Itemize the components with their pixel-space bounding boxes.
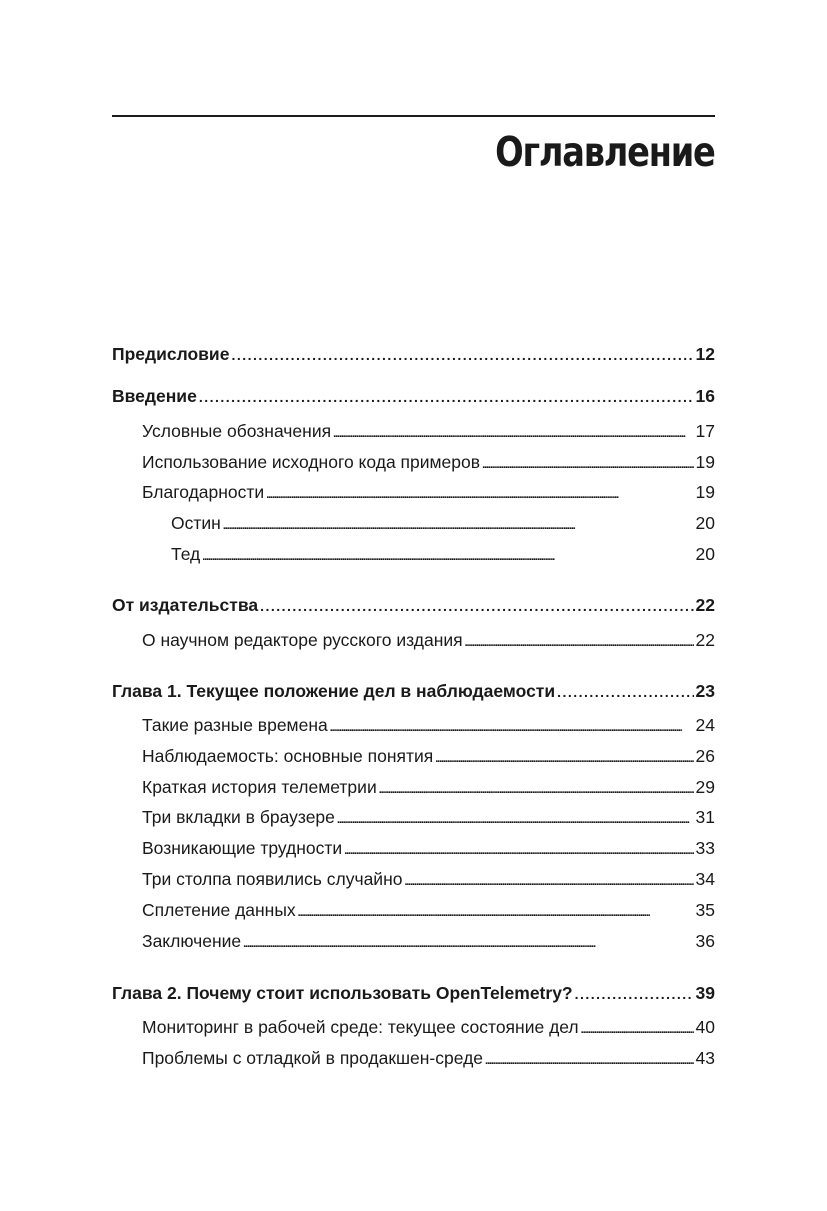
toc-entry-page: 31 [695, 807, 715, 827]
toc-leader [231, 343, 693, 366]
toc-entry[interactable] [142, 1016, 715, 1038]
toc-leader [404, 868, 693, 893]
toc-entry[interactable] [142, 776, 715, 798]
toc-leader [298, 899, 694, 924]
toc-entry-page: 34 [695, 869, 715, 889]
toc-leader [223, 512, 694, 537]
title-rule [112, 115, 715, 117]
toc-entry-page: 22 [695, 595, 715, 615]
toc-leader [202, 543, 693, 568]
toc-leader [581, 1016, 694, 1041]
toc-entry-page: 19 [695, 482, 715, 502]
toc-leader [557, 680, 693, 703]
toc-leader [485, 1047, 694, 1072]
toc-entry[interactable] [142, 806, 715, 828]
toc-entry-label: Использование исходного кода примеров [142, 452, 481, 472]
toc-leader [333, 420, 693, 445]
toc-entry-page: 43 [695, 1048, 715, 1068]
toc-entry[interactable] [112, 385, 715, 407]
toc-leader [344, 837, 693, 862]
toc-entry-page: 20 [695, 513, 715, 533]
toc-entry-label: Благодарности [142, 482, 265, 502]
toc-entry-page: 20 [695, 544, 715, 564]
toc-entry-page: 12 [695, 344, 715, 364]
toc-leader [575, 982, 694, 1005]
toc-entry[interactable] [142, 451, 715, 473]
toc-leader [435, 745, 693, 770]
toc-entry[interactable] [142, 629, 715, 651]
toc-entry-label: От издательства [112, 595, 259, 615]
toc-entry-page: 17 [695, 421, 715, 441]
toc-entry-label: Предисловие [112, 344, 230, 364]
toc-leader [482, 451, 693, 476]
toc-entry-label: Остин [171, 513, 221, 533]
toc-entry[interactable] [142, 837, 715, 859]
toc-entry-page: 26 [695, 746, 715, 766]
toc-leader [243, 930, 693, 955]
toc-entry-page: 39 [695, 983, 715, 1003]
toc-entry-page: 23 [695, 681, 715, 701]
toc-entry[interactable] [171, 512, 715, 534]
toc-entry[interactable] [142, 930, 715, 952]
toc-leader [330, 714, 694, 739]
toc-entry-label: Сплетение данных [142, 900, 296, 920]
toc-leader [266, 481, 693, 506]
toc-entry-page: 29 [695, 777, 715, 797]
toc-entry[interactable] [112, 982, 715, 1004]
toc-entry[interactable] [112, 343, 715, 365]
toc-entry[interactable] [142, 714, 715, 736]
toc-leader [337, 806, 694, 831]
page-title: Оглавление [495, 128, 715, 176]
toc-entry-label: Возникающие трудности [142, 838, 343, 858]
toc-entry-label: Тед [171, 544, 201, 564]
toc-entry-page: 19 [695, 452, 715, 472]
toc-entry-page: 16 [695, 386, 715, 406]
toc-leader [379, 776, 694, 801]
toc-entry[interactable] [171, 543, 715, 565]
toc-entry-label: Такие разные времена [142, 715, 328, 735]
toc-entry[interactable] [142, 868, 715, 890]
toc-entry[interactable] [142, 420, 715, 442]
toc-leader [465, 629, 694, 654]
toc-entry-label: Глава 2. Почему стоит использовать OpenTelemetry? [112, 983, 573, 1003]
toc-entry-page: 40 [695, 1017, 715, 1037]
toc-entry-label: Заключение [142, 931, 242, 951]
toc-entry[interactable] [142, 481, 715, 503]
toc-entry[interactable] [142, 1047, 715, 1069]
toc-entry-page: 36 [695, 931, 715, 951]
toc-entry-label: Три вкладки в браузере [142, 807, 335, 827]
toc-entry-label: Наблюдаемость: основные понятия [142, 746, 434, 766]
toc-entry-label: Мониторинг в рабочей среде: текущее состояние дел [142, 1017, 579, 1037]
toc-entry-label: Краткая история телеметрии [142, 777, 377, 797]
toc-entry-label: О научном редакторе русского издания [142, 630, 463, 650]
toc-entry-label: Глава 1. Текущее положение дел в наблюдаемости [112, 681, 556, 701]
toc-leader [260, 594, 693, 617]
toc-entry-page: 33 [695, 838, 715, 858]
toc-entry-label: Введение [112, 386, 197, 406]
toc-entry[interactable] [142, 899, 715, 921]
toc-leader [199, 385, 694, 408]
toc-entry-label: Условные обозначения [142, 421, 332, 441]
toc-entry[interactable] [112, 594, 715, 616]
toc-entry-page: 24 [695, 715, 715, 735]
toc-entry-page: 22 [695, 630, 715, 650]
toc-entry-label: Три столпа появились случайно [142, 869, 403, 889]
toc-entry-label: Проблемы с отладкой в продакшен-среде [142, 1048, 484, 1068]
toc-entry[interactable] [112, 680, 715, 702]
toc-entry[interactable] [142, 745, 715, 767]
toc-entry-page: 35 [695, 900, 715, 920]
